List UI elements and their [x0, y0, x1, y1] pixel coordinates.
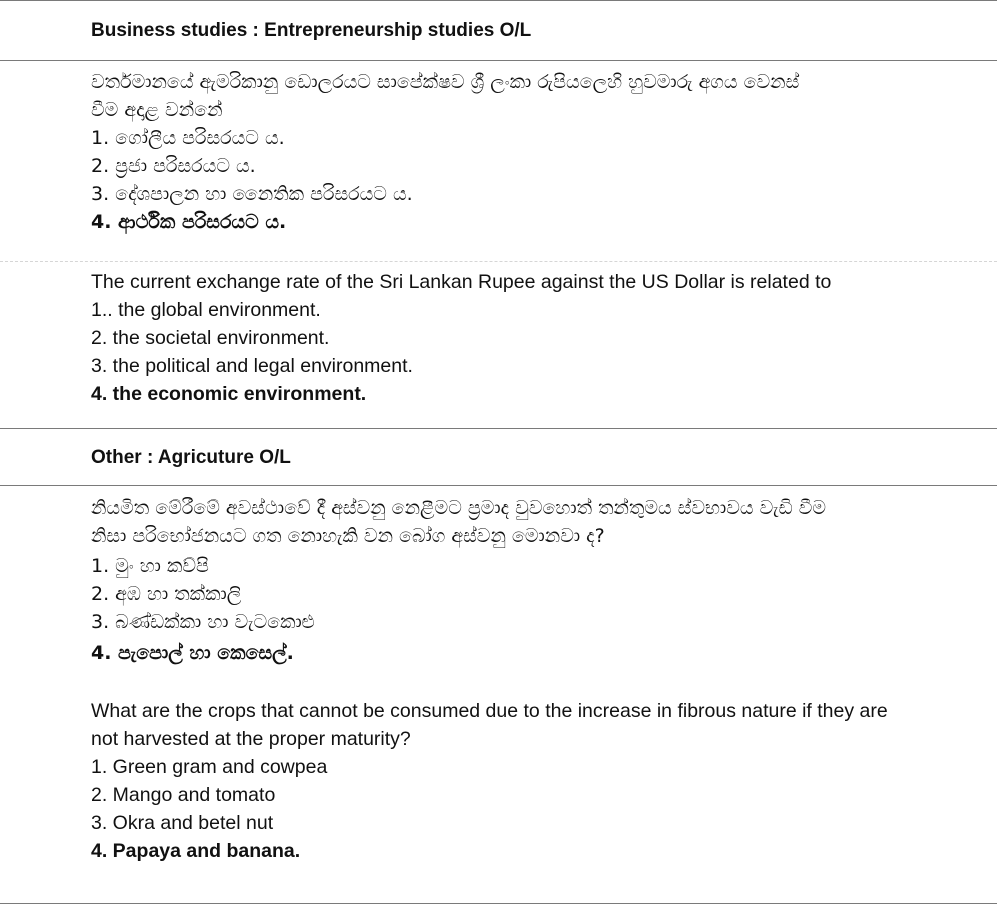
option-3: 3. දේශපාලන හා නෛතික පරිසරයට ය.	[91, 183, 413, 205]
option-4-correct-answer: 4. Papaya and banana.	[91, 840, 301, 862]
section-1-sinhala-question	[91, 68, 981, 236]
option-1: 1. Green gram and cowpea	[91, 756, 328, 778]
section-2-top-rule	[0, 428, 997, 429]
question-line: නිසා පරිභෝජනයට ගත නොහැකි වන බෝග අස්වනු මොනවා ද?	[91, 525, 605, 547]
option-2: 2. ප්‍රජා පරිසරයට ය.	[91, 155, 256, 177]
question-line: වර්තමානයේ ඇමරිකානු ඩොලරයට සාපේක්ෂව ශ්‍රී ලංකා රුපියලෙහි හුවමාරු අගය වෙනස්	[91, 71, 800, 93]
question-line: The current exchange rate of the Sri Lankan Rupee against the US Dollar is related to	[91, 271, 832, 293]
option-4-correct-answer: 4. පැපොල් හා කෙසෙල්.	[91, 642, 294, 664]
section-2-header: Other : Agricuture O/L	[91, 447, 291, 468]
option-1: 1. මුං හා කව්පි	[91, 555, 209, 577]
section-1-header: Business studies : Entrepreneurship studies O/L	[91, 20, 532, 41]
section-2-header-rule	[0, 485, 997, 486]
section-1-english-question	[91, 268, 981, 408]
option-3: 3. the political and legal environment.	[91, 355, 413, 377]
option-2: 2. අඹ හා තක්කාලි	[91, 583, 242, 605]
question-line: What are the crops that cannot be consumed due to the increase in fibrous nature if they are	[91, 700, 888, 722]
option-2: 2. the societal environment.	[91, 327, 330, 349]
option-3: 3. Okra and betel nut	[91, 812, 274, 834]
section-1-header-rule	[0, 60, 997, 61]
option-1: 1.. the global environment.	[91, 299, 321, 321]
bottom-rule	[0, 903, 997, 904]
section-2-english-question	[91, 697, 981, 865]
question-line: not harvested at the proper maturity?	[91, 728, 411, 750]
question-line: නියමිත මේරීමේ අවස්ථාවේ දී අස්වනු නෙළීමට ප්‍රමාද වුවහොත් තන්තුමය ස්වභාවය වැඩි වීම	[91, 497, 827, 519]
top-rule	[0, 0, 997, 1]
section-2-sinhala-question	[91, 494, 981, 667]
option-1: 1. ගෝලීය පරිසරයට ය.	[91, 127, 285, 149]
option-3: 3. බණ්ඩක්කා හා වැටකොළු	[91, 611, 315, 633]
language-divider	[0, 261, 997, 262]
option-4-correct-answer: 4. ආර්ථික පරිසරයට ය.	[91, 211, 287, 233]
question-line: වීම අදාළ වන්නේ	[91, 99, 223, 121]
option-4-correct-answer: 4. the economic environment.	[91, 383, 367, 405]
option-2: 2. Mango and tomato	[91, 784, 276, 806]
